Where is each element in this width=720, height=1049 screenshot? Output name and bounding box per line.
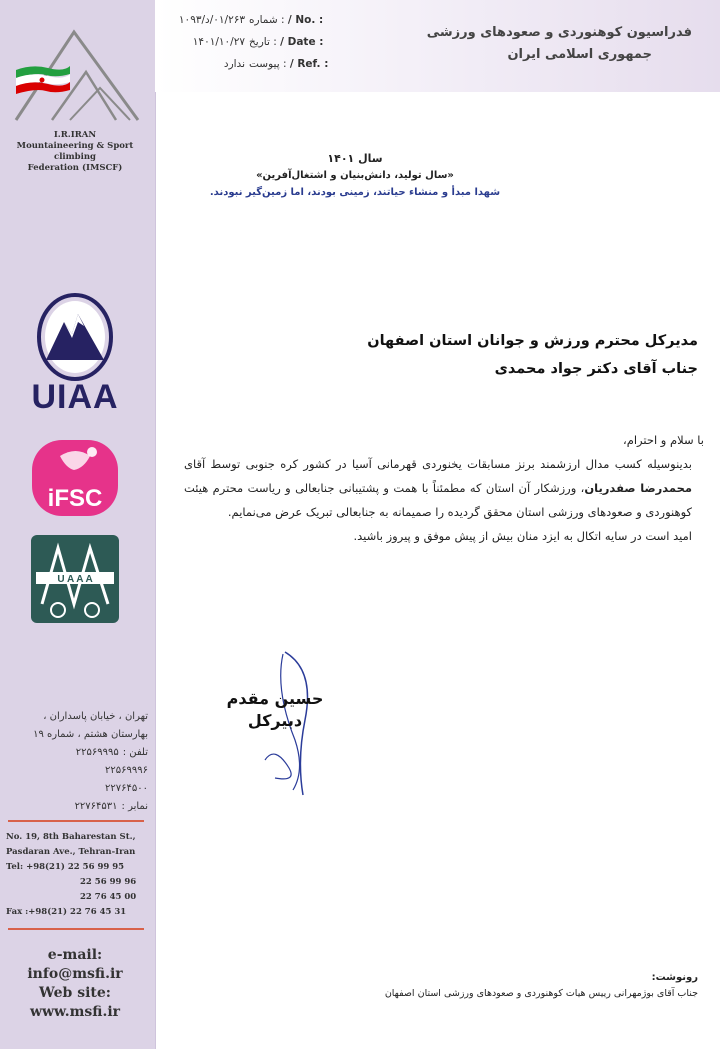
slogan-motto: «سال تولید، دانش‌بنیان و اشتغال‌آفرین»: [256, 170, 454, 181]
phone-row: [8, 762, 148, 780]
iran-flag-icon: [16, 66, 70, 94]
signer-title: دبیرکل: [247, 711, 303, 730]
number-label-en: / No. :: [287, 14, 324, 26]
federation-logo: [12, 28, 142, 128]
letter-body: [184, 428, 704, 548]
federation-heading: [392, 22, 692, 66]
body-paragraph: [184, 452, 704, 524]
meta-ref-row: [165, 58, 345, 80]
uiaa-label: UIAA: [31, 378, 119, 416]
federation-name-line: Federation (IMSCF): [27, 163, 123, 173]
divider: [8, 820, 144, 822]
fax-label: نمابر :: [121, 801, 148, 812]
phone-row: [8, 744, 148, 762]
phone-label: تلفن :: [122, 747, 148, 758]
body-text-part: بدینوسیله کسب مدال ارزشمند برنز مسابقات یخنوردی قهرمانی آسیا در کشور کره جنوبی توسط آقای: [184, 457, 692, 471]
ifsc-label: iFSC: [47, 485, 103, 512]
ref-label-fa: پیوست :: [249, 58, 287, 70]
fax-en: Fax :+98(21) 22 76 45 31: [6, 907, 127, 917]
website-link[interactable]: www.msfi.ir: [29, 1004, 121, 1020]
signature-block: [220, 688, 330, 732]
tel-value: 22 56 99 95: [67, 862, 125, 872]
slogan-quote: شهدا مبدأ و منشاء حیاتند، زمینی بودند، اما زمین‌گیر نبودند.: [209, 187, 501, 198]
letter-number: ۰۱/۲۶۳/د/۱۰۹۳: [178, 14, 245, 26]
recipient-block: [198, 327, 698, 383]
divider: [8, 928, 144, 930]
meta-number-row: [165, 14, 345, 36]
slogan-block: [160, 150, 550, 201]
federation-name-line: Mountaineering & Sport climbing: [16, 141, 134, 162]
website-label: Web site:: [39, 985, 111, 1001]
ifsc-logo-icon: [30, 438, 120, 518]
fax-value: ۲۲۷۶۴۵۳۱: [74, 801, 118, 812]
uiaa-logo-icon: [34, 292, 116, 382]
address-en-line2: Pasdaran Ave., Tehran-Iran: [6, 847, 136, 857]
fax-row: [8, 798, 148, 816]
federation-name-en: [0, 130, 150, 174]
contact-block: [0, 946, 150, 1022]
date-label-fa: تاریخ :: [249, 36, 277, 48]
phone-value: ۲۲۵۶۹۹۹۶: [105, 765, 148, 776]
uaaa-logo-icon: [30, 534, 120, 624]
cc-title: رونوشت:: [651, 972, 698, 983]
date-label-en: / Date :: [280, 36, 324, 48]
phone-value: ۲۲۵۶۹۹۹۵: [75, 747, 119, 758]
closing-paragraph: امید است در سایه اتکال به ایزد منان بیش از پیش موفق و پیروز باشید.: [353, 529, 692, 543]
phone-value: ۲۲۷۶۴۵۰۰: [105, 783, 148, 794]
email-label: e-mail:: [47, 947, 103, 963]
meta-date-row: [165, 36, 345, 58]
federation-heading-line2: جمهوری اسلامی ایران: [507, 47, 652, 62]
number-label-fa: شماره :: [249, 14, 285, 26]
address-fa: [8, 708, 148, 816]
letter-date: ۱۴۰۱/۱۰/۲۷: [192, 36, 245, 48]
recipient-name: جناب آقای دکتر جواد محمدی: [494, 361, 698, 377]
tel-value: 22 56 99 96: [80, 877, 137, 887]
cc-recipient: جناب آقای بوژمهرانی رییس هیات کوهنوردی و صعودهای ورزشی استان اصفهان: [384, 988, 698, 999]
slogan-year: سال ۱۴۰۱: [327, 152, 383, 165]
cc-block: [278, 970, 698, 1002]
greeting: با سلام و احترام،: [623, 433, 704, 447]
uaaa-label: U A A A: [57, 574, 93, 585]
letter-attachment: ندارد: [223, 58, 245, 70]
athlete-name: محمدرضا صفدریان: [584, 481, 693, 495]
federation-heading-line1: فدراسیون کوهنوردی و صعودهای ورزشی: [426, 25, 692, 40]
tel-row: [6, 860, 151, 875]
email-link[interactable]: info@msfi.ir: [27, 966, 123, 982]
address-fa-line1: تهران ، خیابان پاسداران ،: [43, 711, 148, 722]
recipient-title: مدیرکل محترم ورزش و جوانان استان اصفهان: [367, 333, 698, 349]
address-en-line1: No. 19, 8th Baharestan St.,: [6, 832, 136, 842]
letter-meta: [165, 14, 345, 80]
address-en: [6, 830, 151, 920]
phone-row: [8, 780, 148, 798]
address-fa-line2: بهارستان هشتم ، شماره ۱۹: [33, 729, 148, 740]
tel-value: 22 76 45 00: [80, 892, 137, 902]
federation-name-line: I.R.IRAN: [53, 130, 97, 140]
ref-label-en: / Ref. :: [289, 58, 329, 70]
body-text-part: ، ورزشکار آن استان که مطمئناً با همت و پشتیبانی جنابعالی و ریاست محترم هیئت کوهنوردی و صعودهای ورزشی استان محقق گردیده را صمیمانه به جنابعالی تبریک عرض می‌نمایم.: [184, 481, 692, 519]
signer-name: حسین مقدم: [226, 689, 324, 708]
tel-label: Tel: +98(21): [6, 862, 65, 872]
